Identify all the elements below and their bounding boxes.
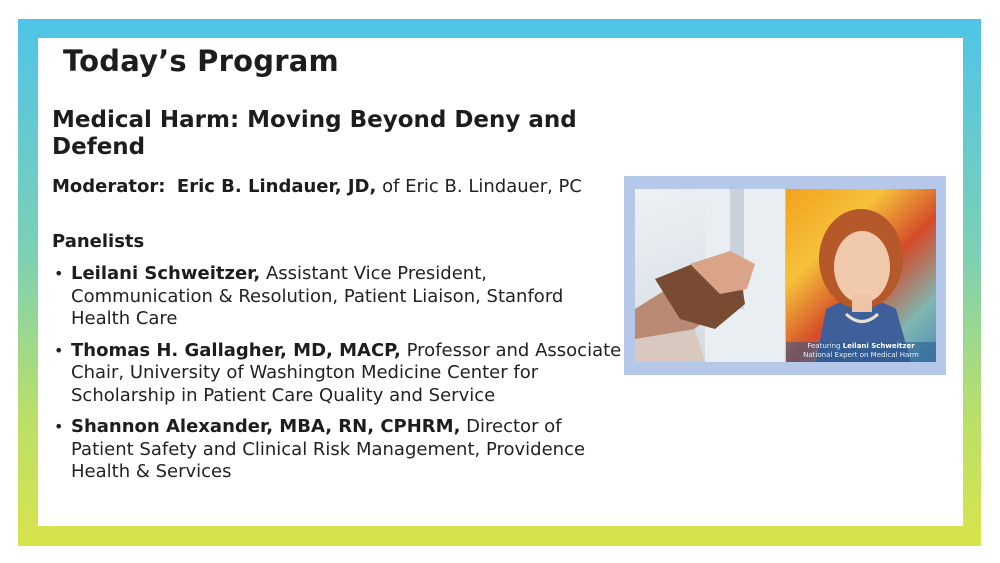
bullet-icon: • bbox=[54, 340, 64, 360]
moderator-line bbox=[52, 176, 617, 198]
panelist-name: Leilani Schweitzer, bbox=[71, 263, 261, 284]
hands-illustration bbox=[635, 189, 785, 362]
panelist-description: Assistant Vice President, Communication & Resolution, Patient Liaison, Stanford Health Care bbox=[71, 263, 564, 329]
panelist-item bbox=[52, 416, 622, 484]
portrait-illustration bbox=[786, 189, 936, 362]
caption-name: Leilani Schweitzer bbox=[842, 342, 915, 350]
panelist-description: Professor and Associate Chair, University of Washington Medicine Center for Scholarship in Patient Care Quality and Service bbox=[71, 339, 622, 406]
bullet-icon: • bbox=[54, 417, 64, 436]
program-subtitle: Medical Harm: Moving Beyond Deny and Defend bbox=[52, 107, 577, 160]
hands-photo bbox=[635, 189, 785, 362]
caption-prefix: Featuring bbox=[807, 342, 841, 350]
panelist-list bbox=[52, 263, 622, 493]
bullet-icon: • bbox=[54, 264, 64, 283]
moderator-label: Moderator: bbox=[52, 176, 166, 197]
panelist-name: Shannon Alexander, MBA, RN, CPHRM, bbox=[71, 416, 461, 437]
panelists-heading: Panelists bbox=[52, 231, 145, 252]
moderator-name: Eric B. Lindauer, JD, bbox=[176, 176, 377, 197]
portrait-photo bbox=[786, 189, 936, 362]
moderator-affiliation: of Eric B. Lindauer, PC bbox=[382, 176, 582, 197]
panelist-item bbox=[52, 263, 622, 331]
caption-subtitle: National Expert on Medical Harm bbox=[803, 351, 919, 359]
panelist-description: Director of Patient Safety and Clinical Risk Management, Providence Health & Services bbox=[71, 416, 586, 482]
image-caption bbox=[786, 342, 936, 362]
panelist-item bbox=[52, 340, 622, 408]
page-title: Today’s Program bbox=[63, 44, 339, 78]
panelist-name: Thomas H. Gallagher, MD, MACP, bbox=[71, 339, 401, 361]
